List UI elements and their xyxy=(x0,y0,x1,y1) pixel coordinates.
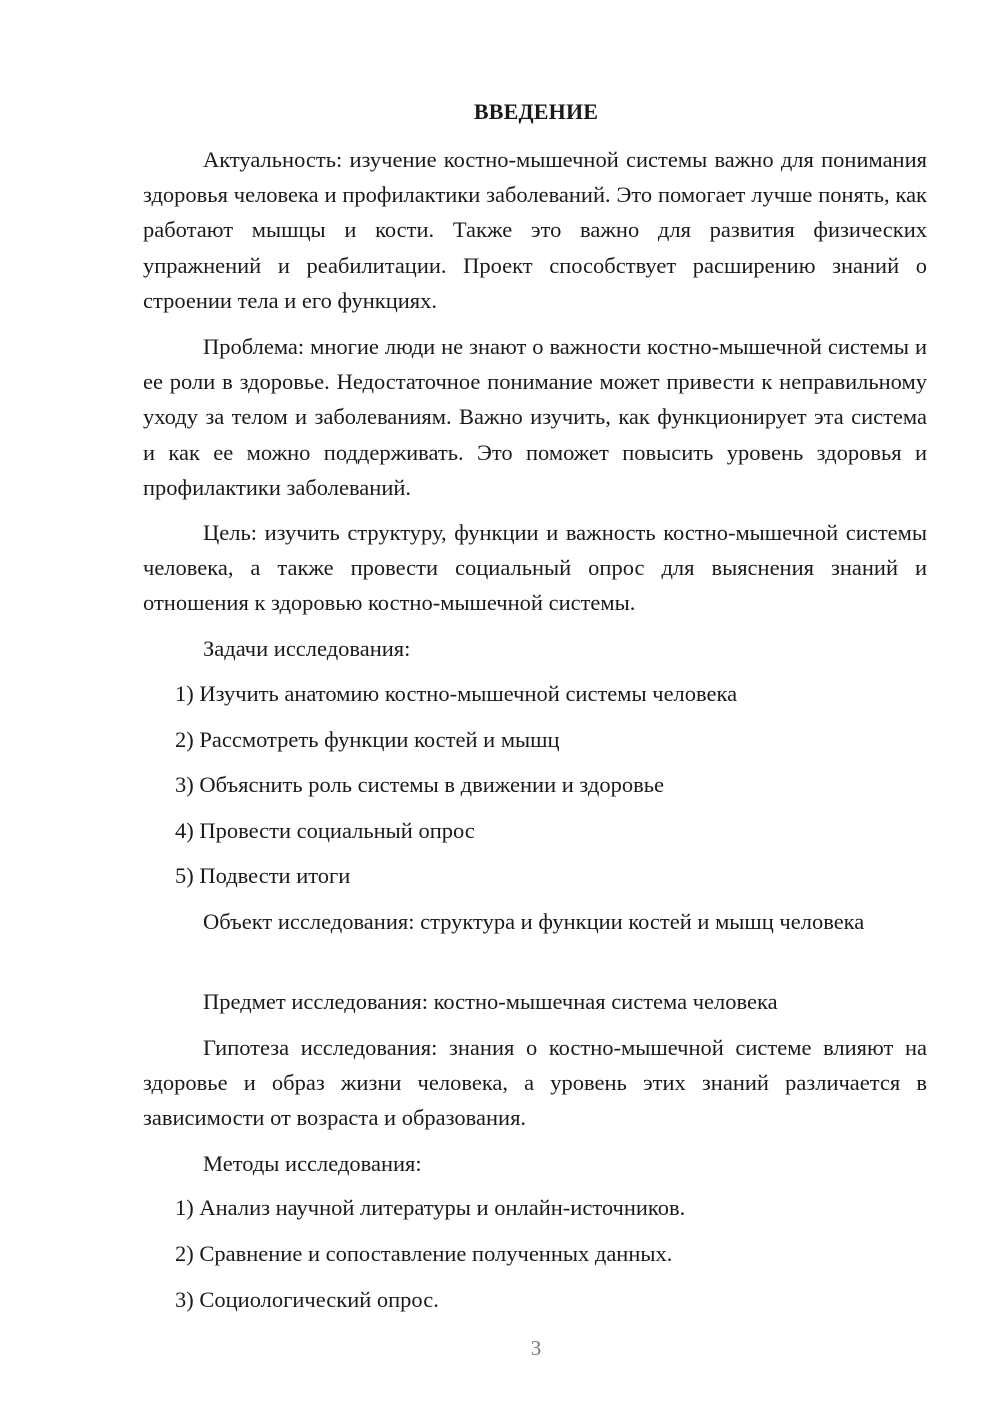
paragraph-subject: Предмет исследования: костно-мышечная система человека xyxy=(203,989,778,1014)
task-item-3: 3) Объяснить роль системы в движении и здоровье xyxy=(175,772,664,797)
method-item-3: 3) Социологический опрос. xyxy=(175,1287,439,1312)
method-item-2: 2) Сравнение и сопоставление полученных данных. xyxy=(175,1241,673,1266)
task-item-4: 4) Провести социальный опрос xyxy=(175,818,475,843)
paragraph-goal: Цель: изучить структуру, функции и важность костно-мышечной системы человека, а также провести социальный опрос для выяснения знаний и отношения к здоровью костно-мышечной системы. xyxy=(143,520,927,616)
task-item-1: 1) Изучить анатомию костно-мышечной системы человека xyxy=(175,681,738,706)
task-item-2: 2) Рассмотреть функции костей и мышц xyxy=(175,727,560,752)
paragraph-object: Объект исследования: структура и функции костей и мышц человека xyxy=(203,909,865,934)
task-item-5: 5) Подвести итоги xyxy=(175,863,351,888)
paragraph-relevance: Актуальность: изучение костно-мышечной системы важно для понимания здоровья человека и профилактики заболеваний. Это помогает лучше понять, как работают мышцы и кости. Также это важно для развития физических упражнений и реабилитации. Проект способствует расширению знаний о строении тела и его функциях. xyxy=(143,147,927,313)
tasks-heading: Задачи исследования: xyxy=(203,636,411,661)
page-number: 3 xyxy=(530,1336,542,1360)
methods-heading: Методы исследования: xyxy=(203,1151,422,1176)
section-title: ВВЕДЕНИЕ xyxy=(473,99,599,124)
paragraph-hypothesis: Гипотеза исследования: знания о костно-мышечной системе влияют на здоровье и образ жизни человека, а уровень этих знаний различается в зависимости от возраста и образования. xyxy=(143,1035,927,1131)
paragraph-problem: Проблема: многие люди не знают о важности костно-мышечной системы и ее роли в здоровье. Недостаточное понимание может привести к неправильному уходу за телом и заболеваниям. Важно изучить, как функционирует эта система и как ее можно поддерживать. Это поможет повысить уровень здоровья и профилактики заболеваний. xyxy=(143,334,927,500)
method-item-1: 1) Анализ научной литературы и онлайн-источников. xyxy=(175,1195,686,1220)
